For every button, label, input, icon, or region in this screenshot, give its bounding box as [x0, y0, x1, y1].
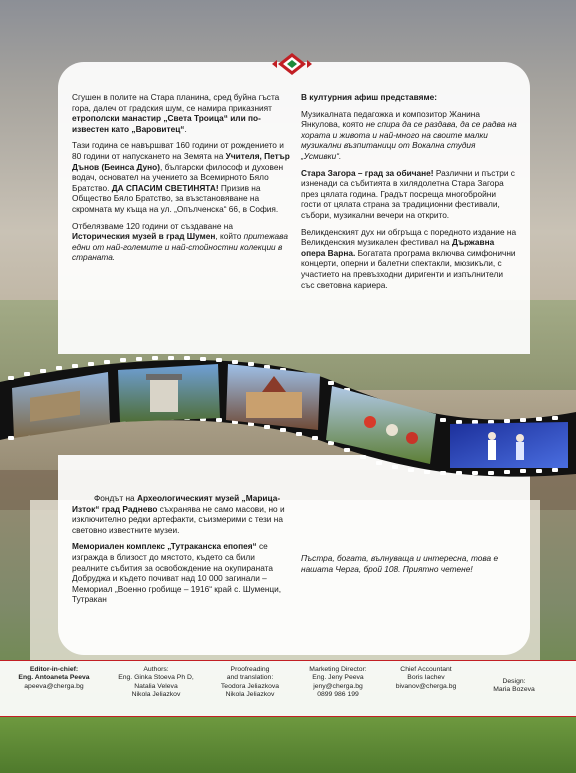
- credit-proofreading: Proofreading and translation: Teodora Jeliazkova Nikola Jeliazkov: [220, 666, 280, 699]
- paragraph-monastery: Сгушен в полите на Стара планина, сред буйна гъста гора, далеч от градския шум, се намира приказният етрополски манастир „Света Троица“ или по-известен като „Варовитец“.: [72, 92, 280, 134]
- background-grass: [0, 715, 576, 773]
- closing-note-text: Пъстра, богата, вълнуваща и интересна, това е нашата Черга, брой 108. Приятно четене!: [301, 553, 499, 574]
- closing-note: [301, 553, 518, 580]
- left-column: [72, 92, 290, 269]
- film-frame-folk-dance: [326, 386, 436, 464]
- paragraph-tutrakan-memorial: Мемориален комплекс „Тутраканска епопея“ се изгражда в близост до мястото, където са били реалните събития за освобождение на окупираната Добруджа и където почиват над 10 000 загинали – Мемориал „Военно гробище – 1916“ край с. Шуменци, Тутракан: [72, 541, 282, 605]
- credit-authors: Authors: Eng. Ginka Stoeva Ph D, Natalia Veleva Nikola Jeliazkov: [118, 666, 194, 699]
- paragraph-yankulova: Музикалната педагожка и композитор Жанина Янкулова, която не спира да се раздава, да се радва на хората и живота и най-много на своите малки музикални възпитаници от Вокална студия „Усмивки“.: [301, 108, 517, 161]
- credit-design: Design: Maria Bozeva: [493, 678, 535, 694]
- paragraph-teacher: Тази година се навършват 160 години от рождението и 80 години от напускането на Земята на Учителя, Петър Дънов (Беинса Дуно), български философ и духовен водач, основател на учението за Всемирното Бяло Братство. ДА СПАСИМ СВЕТИНЯТА! Призив на Общество Бяло Братство, за възстановяване на скромната му къща на ул. „Опълченска“ 66, в София.: [72, 140, 290, 214]
- credit-editor: Editor-in-chief: Eng. Antoaneta Peeva apeeva@cherga.bg: [18, 666, 90, 690]
- film-frame-ballet: [450, 422, 568, 468]
- film-strip-photos: [0, 352, 576, 482]
- credit-marketing: Marketing Director: Eng. Jeny Peeva jeny@cherga.bg 0899 986 199: [309, 666, 367, 699]
- credit-accountant: Chief Accountant Boris Iachev bivanov@cherga.bg: [395, 666, 457, 690]
- paragraph-varna-opera: Великденският дух ни обгръща с поредното издание на Великденския музикален фестивал на Държавна опера Варна. Богатата програма включва симфонични концерти, оперни и балетни спектакли, мюзикъли, с участието на превъзходни диригенти и изпълнители със световна кариера.: [301, 226, 517, 290]
- right-column: [301, 92, 518, 296]
- paragraph-stara-zagora: Стара Загора – град за обичане! Различни и пъстри с изненади са събитията в хилядолетна Стара Загора през цялата година. Градът посреща многобройни гости от цялата страна за традиционни фестивали, събори, музикални вечери на открито.: [301, 167, 515, 220]
- paragraph-shumen-museum: Отбелязваме 120 години от създаване на Историческия музей в град Шумен, който притежава едни от най-големите и най-стойностни колекции в страната.: [72, 220, 288, 263]
- section-heading: В културния афиш представяме:: [301, 92, 438, 102]
- paragraph-radnevo-museum: Фондът на Археологическият музей „Марица-Изток“ град Раднево съхранява не само масови, но и изключително редки артефакти, съизмерими с тези на световно известните музеи.: [72, 493, 285, 535]
- embroidery-ornament-icon: [272, 52, 312, 76]
- bottom-left-column: [72, 493, 290, 611]
- film-frame-tower: [118, 364, 220, 422]
- film-frame-monastery: [226, 364, 320, 430]
